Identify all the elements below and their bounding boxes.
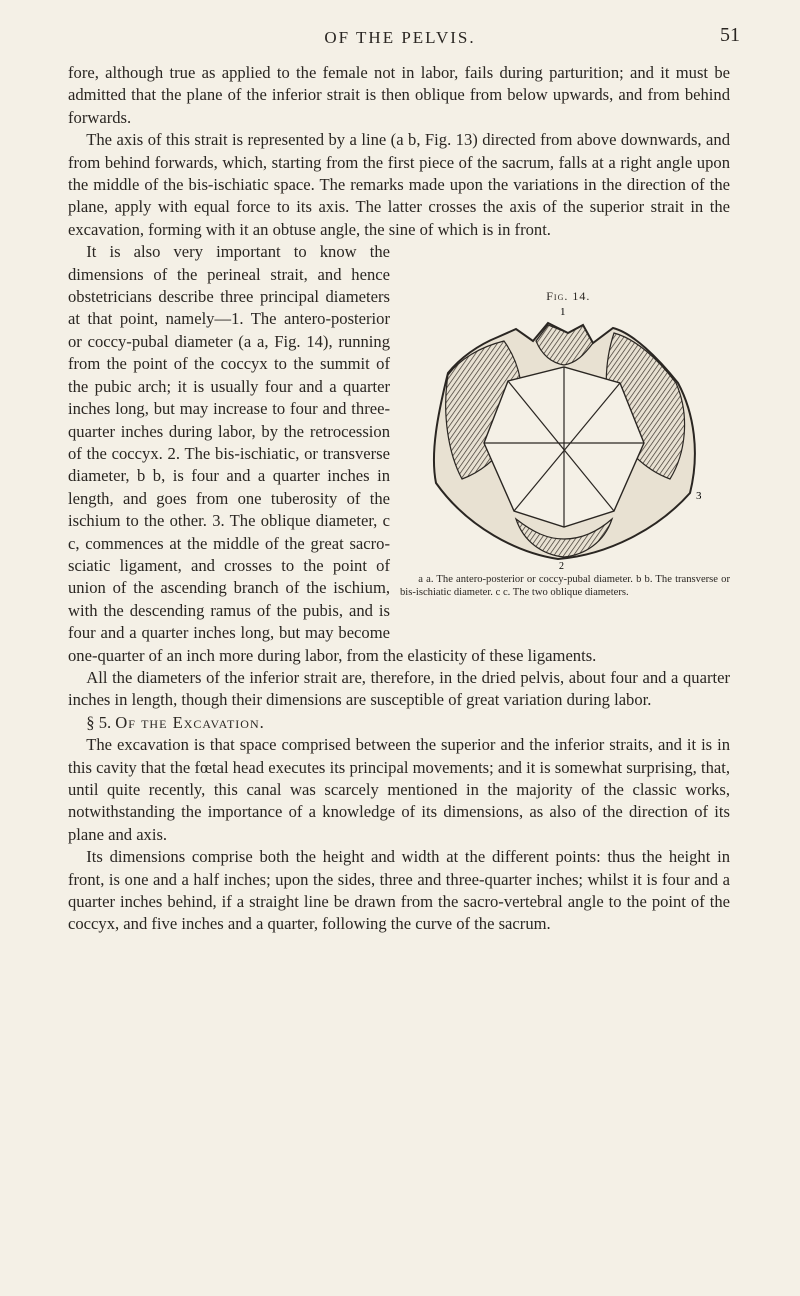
- paragraph: The axis of this strait is represented by a line (a b, Fig. 13) directed from above downwards, and from behind forwards, which, starting from the first piece of the sacrum, falls at a right angle upon the middle of the bis-ischiatic space. The remarks made upon the variations in the direction of the plane, apply with equal force to its axis. The latter crosses the axis of the superior strait in the excavation, forming with it an obtuse angle, the sine of which is in front.: [68, 130, 730, 239]
- figure-label: Fig. 14.: [546, 289, 591, 304]
- paragraph: fore, although true as applied to the female not in labor, fails during parturition; and it must be admitted that the plane of the inferior strait is then oblique from below upwards, and from behind forwards.: [68, 63, 730, 127]
- section-number: § 5.: [86, 712, 112, 732]
- paragraph: All the diameters of the inferior strait are, therefore, in the dried pelvis, about four and a quarter inches in length, though their dimensions are susceptible of great variation during labor.: [68, 667, 730, 710]
- figure-14: [400, 285, 730, 635]
- paragraph-diameters-text: It is also very important to know the dimensions of the perineal strait, and hence obstetricians describe three principal diameters at that point, namely—1. The antero-posterior or coccy-pubal diameter (a a, Fig. 14), running from the point of the coccyx to the summit of the pubic arch; it is usually four and a quarter inches long, but may increase to four and three-quarter inches during labor, by the retrocession of the coccyx. 2. The bis-ischiatic, or transverse diameter, b b, is four and a quarter inches in length, and goes from one tuberosity of the ischium to the other. 3. The oblique diameter, c c, commences at the middle of the great sacro-sciatic ligament, and crosses to the point of union of the ascending branch of the ischium, with the descending ramus of the pubis, and is four and a quarter inches long, but may become one-quarter of an inch more during labor, from the elasticity of these ligaments.: [68, 242, 597, 665]
- body-text-upper: [68, 62, 730, 936]
- perineal-strait-illustration: [408, 303, 718, 573]
- figure-caption: a a. The antero-posterior or coccy-pubal diameter. b b. The transverse or bis-ischiatic diameter. c c. The two oblique diameters.: [400, 574, 730, 599]
- marker-top: 1: [560, 306, 566, 319]
- paragraph: Its dimensions comprise both the height and width at the different points: thus the height in front, is one and a half inches; upon the sides, three and three-quarter inches; whilst it is four and a quarter inches behind, if a straight line be drawn from the sacro-vertebral angle to the point of the coccyx, and five inches and a quarter, following the curve of the sacrum.: [68, 847, 730, 934]
- running-head: OF THE PELVIS.: [324, 28, 476, 47]
- page-number: 51: [720, 24, 740, 46]
- section-heading: [68, 712, 730, 734]
- paragraph-diameters: [68, 241, 730, 667]
- section-title: Of the Excavation.: [115, 712, 265, 732]
- marker-bottom: 2: [559, 561, 564, 573]
- paragraph: The excavation is that space comprised between the superior and the inferior straits, and it is in this cavity that the fœtal head executes its principal movements; and it is somewhat surprising, that, until quite recently, this canal was scarcely mentioned in the majority of the classic works, notwithstanding the importance of a knowledge of its dimensions, as also of the direction of its plane and axis.: [68, 735, 730, 844]
- page-header: [60, 22, 740, 52]
- marker-right: 3: [696, 490, 702, 503]
